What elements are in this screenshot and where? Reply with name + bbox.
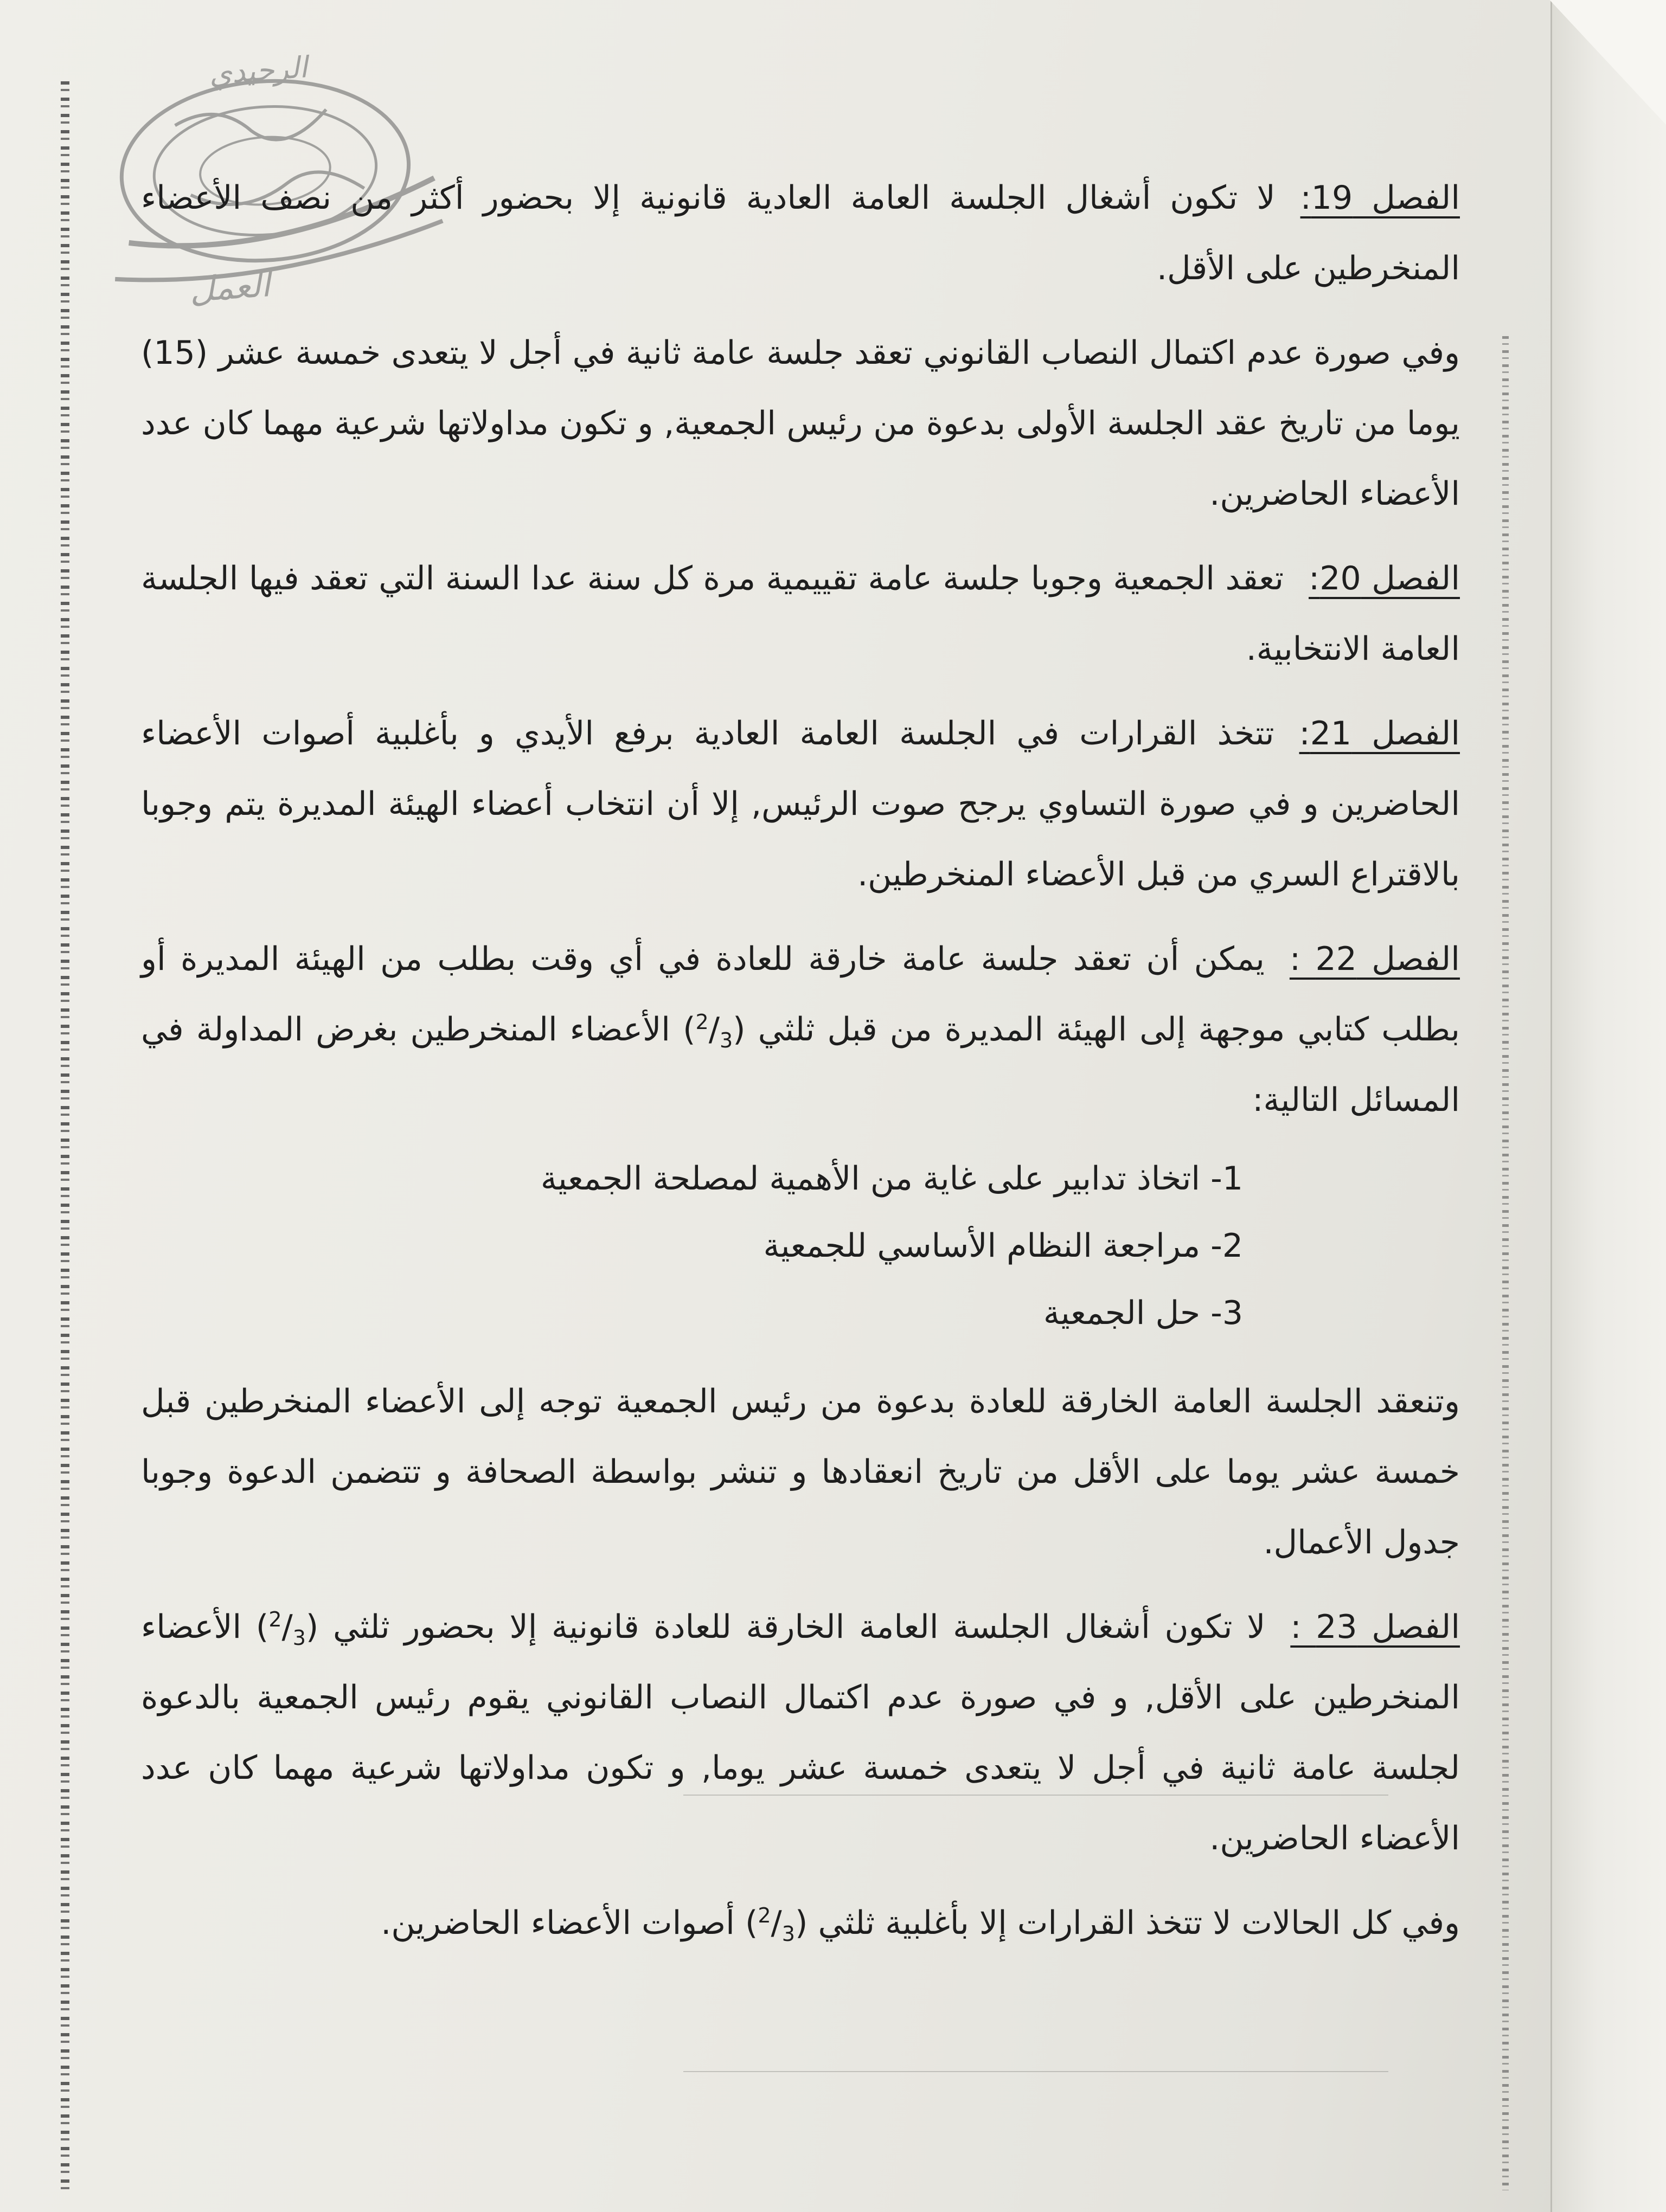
fraction-two-thirds: $(^2/_3)$	[255, 1607, 319, 1650]
clause-text: أصوات الأعضاء الحاضرين.	[381, 1904, 735, 1942]
clause-22-list	[141, 1145, 1460, 1347]
clause-heading: الفصل 22 :	[1289, 940, 1460, 978]
clause-heading: الفصل 19:	[1300, 179, 1460, 217]
clause-text: الأعضاء المنخرطين بغرض المداولة في المسائل التالية:	[141, 1011, 1460, 1119]
perforated-right-edge	[1502, 336, 1509, 2190]
list-item: 3- حل الجمعية	[1043, 1294, 1243, 1332]
fraction-two-thirds: $(^2/_3)$	[683, 1010, 746, 1052]
clause-text: تعقد الجمعية وجوبا جلسة عامة تقييمية مرة كل سنة عدا السنة التي تعقد فيها الجلسة العامة الانتخابية.	[141, 560, 1460, 668]
clause-heading: الفصل 21:	[1299, 715, 1460, 753]
clause-text: لا تكون أشغال الجلسة العامة الخارقة للعادة قانونية إلا بحضور ثلثي	[333, 1608, 1266, 1646]
clause-text: وفي صورة عدم اكتمال النصاب القانوني تعقد جلسة عامة ثانية في أجل لا يتعدى خمسة عشر (15) يوما من تاريخ عقد الجلسة الأولى بدعوة من رئيس الجمعية, و تكون مداولاتها شرعية مهما كان عدد الأعضاء الحاضرين.	[141, 334, 1460, 513]
clause-text: تتخذ القرارات في الجلسة العامة العادية برفع الأيدي و بأغلبية أصوات الأعضاء الحاضرين و في صورة التساوي يرجح صوت الرئيس, إلا أن انتخاب أعضاء الهيئة المديرة يتم وجوبا بالاقتراع السري من قبل الأعضاء المنخرطين.	[141, 715, 1460, 893]
clause-23-closing	[141, 1888, 1460, 1958]
clause-text: الأعضاء المنخرطين على الأقل, و في صورة عدم اكتمال النصاب القانوني يقوم رئيس الجمعية بالدعوة لجلسة عامة ثانية في أجل لا يتعدى خمسة عشر يوما, و تكون مداولاتها شرعية مهما كان عدد الأعضاء الحاضرين.	[141, 1608, 1460, 1857]
clause-text: وفي كل الحالات لا تتخذ القرارات إلا بأغلبية ثلثي	[818, 1904, 1460, 1942]
faint-line	[683, 2071, 1388, 2072]
stamp-text-bottom: العمل	[188, 265, 272, 310]
stamp-text-top: الرحيدي	[208, 50, 309, 91]
clause-19	[141, 163, 1460, 304]
clause-19-paragraph	[141, 318, 1460, 529]
clause-text: وتنعقد الجلسة العامة الخارقة للعادة بدعوة من رئيس الجمعية توجه إلى الأعضاء المنخرطين قبل خمسة عشر يوما على الأقل من تاريخ انعقادها و تنشر بواسطة الصحافة و تتضمن الدعوة وجوبا جدول الأعمال.	[141, 1382, 1460, 1561]
clause-text: لا تكون أشغال الجلسة العامة العادية قانونية إلا بحضور أكثر من نصف الأعضاء المنخرطين على الأقل.	[141, 179, 1460, 287]
list-item: 2- مراجعة النظام الأساسي للجمعية	[763, 1227, 1243, 1265]
clause-22-closing	[141, 1366, 1460, 1578]
fraction-two-thirds: $(^2/_3)$	[745, 1904, 808, 1946]
clause-21	[141, 698, 1460, 910]
document-body	[141, 163, 1460, 1972]
clause-22	[141, 924, 1460, 1135]
clause-heading: الفصل 23 :	[1290, 1608, 1460, 1646]
perforated-left-edge	[61, 81, 69, 2196]
clause-text: يمكن أن تعقد جلسة عامة خارقة للعادة في أي وقت بطلب من الهيئة المديرة أو بطلب كتابي موجهة إلى الهيئة المديرة من قبل ثلثي	[141, 940, 1460, 1049]
list-item: 1- اتخاذ تدابير على غاية من الأهمية لمصلحة الجمعية	[540, 1160, 1243, 1198]
clause-heading: الفصل 20:	[1309, 560, 1460, 597]
clause-23	[141, 1592, 1460, 1874]
back-paper-sheet	[1550, 0, 1666, 2212]
clause-20	[141, 543, 1460, 684]
